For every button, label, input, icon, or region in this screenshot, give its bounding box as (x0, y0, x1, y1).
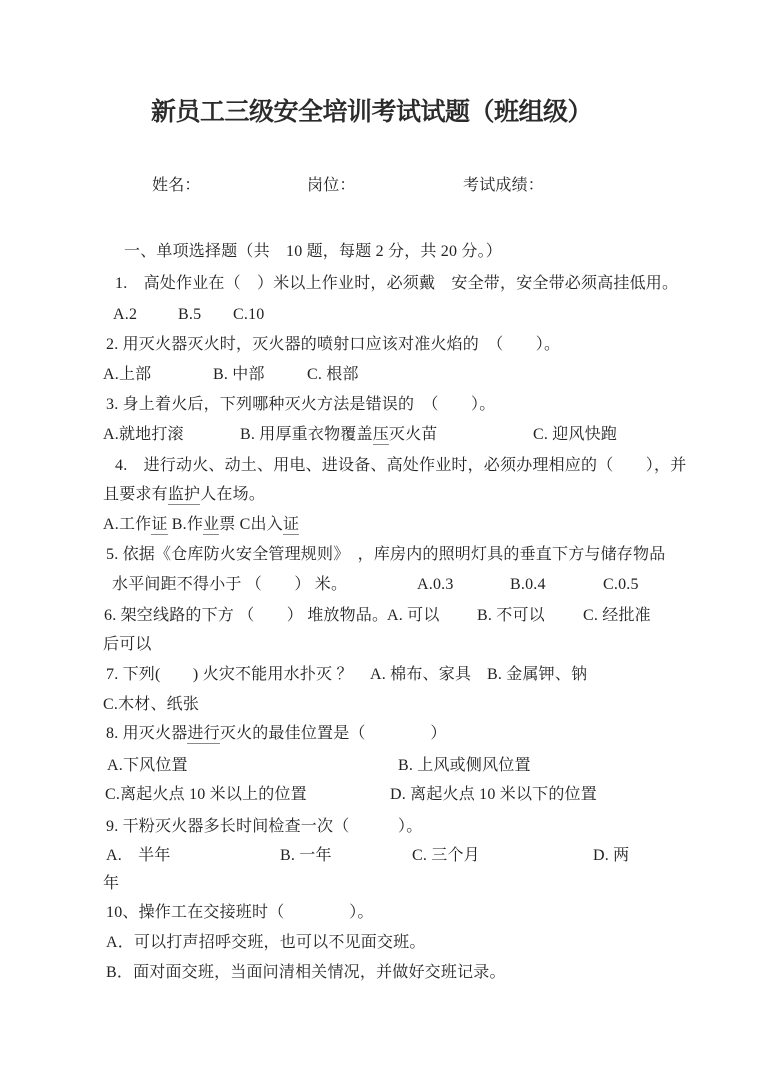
question-6-text (104, 606, 388, 625)
question-10-text (106, 903, 374, 922)
question-6 (0, 606, 763, 628)
question-2-option-a (103, 365, 151, 384)
question-6-option-c (583, 606, 651, 625)
text-run: 1. 高处作业在（ ）米以上作业时，必须戴 安全带，安全带必须高挂低用。 (115, 275, 679, 292)
text-run: B. 金属钾、钠 (487, 666, 588, 683)
text-run: C.0.5 (603, 576, 639, 593)
text-run: B. 中部 (213, 366, 265, 383)
page-title (151, 98, 592, 128)
text-run: 灭火的最佳位置是（ ） (219, 725, 447, 742)
text-run: 一、单项选择题（共 10 题，每题 2 分，共 20 分。） (124, 243, 503, 260)
proofing-underline-text: 证 (151, 516, 168, 533)
text-run: C. 三个月 (412, 847, 480, 864)
question-8-option-b (398, 756, 531, 775)
text-run: A.上部 (103, 366, 152, 383)
text-run: B. 用厚重衣物覆盖 (240, 426, 373, 443)
position-label (307, 176, 356, 195)
question-10-option-a-text (106, 933, 426, 952)
question-9 (0, 817, 763, 839)
text-run: 10、操作工在交接班时（ ）。 (106, 904, 374, 921)
question-1-options (0, 305, 763, 327)
question-2-text (106, 335, 560, 354)
text-run: 2. 用灭火器灭火时，灭火器的喷射口应该对准火焰的 （ ）。 (106, 336, 561, 353)
text-run: B．面对面交班，当面问清相关情况，并做好交班记录。 (106, 964, 506, 981)
question-10-option-b-text (106, 963, 506, 982)
question-9-options (0, 846, 763, 868)
question-9-option-b (280, 846, 332, 865)
question-9-text (106, 817, 422, 836)
question-2-option-c (307, 365, 359, 384)
question-9-option-c (412, 846, 480, 865)
text-run: 7. 下列( ) 火灾不能用水扑灭 ？ (106, 666, 353, 683)
question-8-options-row-1 (0, 756, 763, 778)
question-7-option-b (487, 665, 587, 684)
text-run: C. 迎风快跑 (533, 426, 618, 443)
text-run: A.2 (113, 306, 138, 323)
question-1 (0, 274, 763, 296)
question-1-option-b (178, 305, 201, 324)
name-label (152, 176, 201, 195)
question-4-cont (0, 485, 763, 507)
question-3-text (106, 395, 495, 414)
question-6-cont (0, 635, 763, 657)
score-label (463, 176, 544, 195)
text-run: C.离起火点 10 米以上的位置 (105, 786, 307, 803)
question-4 (0, 456, 763, 478)
question-7 (0, 665, 763, 687)
text-run: D. 离起火点 10 米以下的位置 (390, 786, 597, 803)
question-7-cont (0, 695, 763, 717)
question-10 (0, 903, 763, 925)
text-run: A．可以打声招呼交班，也可以不见面交班。 (106, 934, 426, 951)
question-10-option-b (0, 963, 763, 985)
text-run: 后可以 (103, 636, 152, 653)
text-run: A.0.3 (417, 576, 454, 593)
question-5-cont-options (0, 575, 763, 597)
question-2-option-b (213, 365, 265, 384)
question-3-options (0, 425, 763, 447)
question-8-option-c (105, 785, 307, 804)
proofing-underline-text: 压 (372, 426, 389, 443)
text-run: 4. 进行动火、动土、用电、进设备、高处作业时，必须办理相应的（ ），并 (115, 457, 687, 474)
text-run: 3. 身上着火后，下列哪种灭火方法是错误的 （ ）。 (106, 396, 496, 413)
proofing-underline-text: 业 (203, 516, 220, 533)
question-5-option-a (417, 575, 454, 594)
text-run: B. 上风或侧风位置 (398, 757, 531, 774)
question-2-options (0, 365, 763, 387)
question-5 (0, 545, 763, 567)
text-run: A. 可以 (387, 607, 440, 624)
question-4-options-text (103, 515, 299, 534)
text-run: 且要求有 (103, 486, 168, 503)
question-5-cont-text (112, 575, 347, 594)
text-run: 岗位： (307, 177, 356, 194)
page-title-line (0, 98, 763, 126)
text-run: A. 半年 (106, 847, 171, 864)
question-5-text (106, 545, 665, 564)
text-run: C.木材、纸张 (103, 696, 200, 713)
text-run: 9. 干粉灭火器多长时间检查一次（ ）。 (106, 818, 423, 835)
question-2 (0, 335, 763, 357)
question-9-option-d-cont (0, 874, 763, 896)
question-6-option-b (477, 606, 545, 625)
text-run: B.5 (178, 306, 202, 323)
text-run: 票 C出入 (219, 516, 283, 533)
question-3 (0, 395, 763, 417)
question-7-text (106, 665, 353, 684)
question-8-options-row-2 (0, 785, 763, 807)
text-run: A.工作 (103, 516, 152, 533)
section-heading-text (124, 242, 502, 261)
proofing-underline-text: 监护 (167, 486, 201, 503)
question-4-text (115, 456, 686, 475)
text-run: C. 根部 (307, 366, 359, 383)
text-run: B.0.4 (510, 576, 546, 593)
text-run: 新员工三级安全培训考试试题（班组级） (151, 99, 593, 126)
question-6-cont-text (103, 635, 152, 654)
question-1-text (115, 274, 678, 293)
question-7-option-a (370, 665, 471, 684)
text-run: C. 经批准 (583, 607, 651, 624)
header-fields-line (0, 176, 763, 198)
text-run: A.就地打滚 (103, 426, 184, 443)
text-run: 5. 依据《仓库防火安全管理规则》 ，库房内的照明灯具的垂直下方与储存物品 (106, 546, 666, 563)
proofing-underline-text: 进行 (187, 725, 220, 742)
question-3-option-a (103, 425, 184, 444)
text-run: 8. 用灭火器 (106, 725, 188, 742)
text-run: 水平间距不得小于 （ ） 米。 (112, 576, 348, 593)
text-run: 姓名： (152, 177, 201, 194)
question-8-text (106, 724, 447, 743)
question-6-option-a (387, 606, 440, 625)
question-4-cont-text (103, 485, 265, 504)
text-run: 年 (103, 875, 120, 892)
question-3-option-c (533, 425, 617, 444)
question-8-option-a (107, 756, 188, 775)
text-run: 考试成绩： (463, 177, 545, 194)
question-5-option-c (603, 575, 639, 594)
text-run: A.下风位置 (107, 757, 188, 774)
question-3-option-b (240, 425, 438, 444)
text-run: B. 不可以 (477, 607, 545, 624)
text-run: A. 棉布、家具 (370, 666, 472, 683)
question-9-option-d (593, 846, 629, 865)
question-5-option-b (510, 575, 546, 594)
section-heading (0, 242, 763, 264)
question-8-option-d (390, 785, 597, 804)
question-1-option-a (113, 305, 137, 324)
question-8 (0, 724, 763, 746)
proofing-underline-text: 证 (282, 516, 300, 533)
text-run: 人在场。 (200, 486, 266, 503)
question-7-option-c (103, 695, 199, 714)
text-run: B.作 (167, 516, 204, 533)
question-9-option-a (106, 846, 171, 865)
text-run: B. 一年 (280, 847, 332, 864)
question-4-options (0, 515, 763, 537)
question-10-option-a (0, 933, 763, 955)
question-1-option-c (233, 305, 264, 324)
question-9-option-d-cont-text (103, 874, 119, 893)
text-run: C.10 (233, 306, 265, 323)
text-run: 6. 架空线路的下方 （ ） 堆放物品。 (104, 607, 389, 624)
text-run: D. 两 (593, 847, 630, 864)
text-run: 灭火苗 (388, 426, 438, 443)
